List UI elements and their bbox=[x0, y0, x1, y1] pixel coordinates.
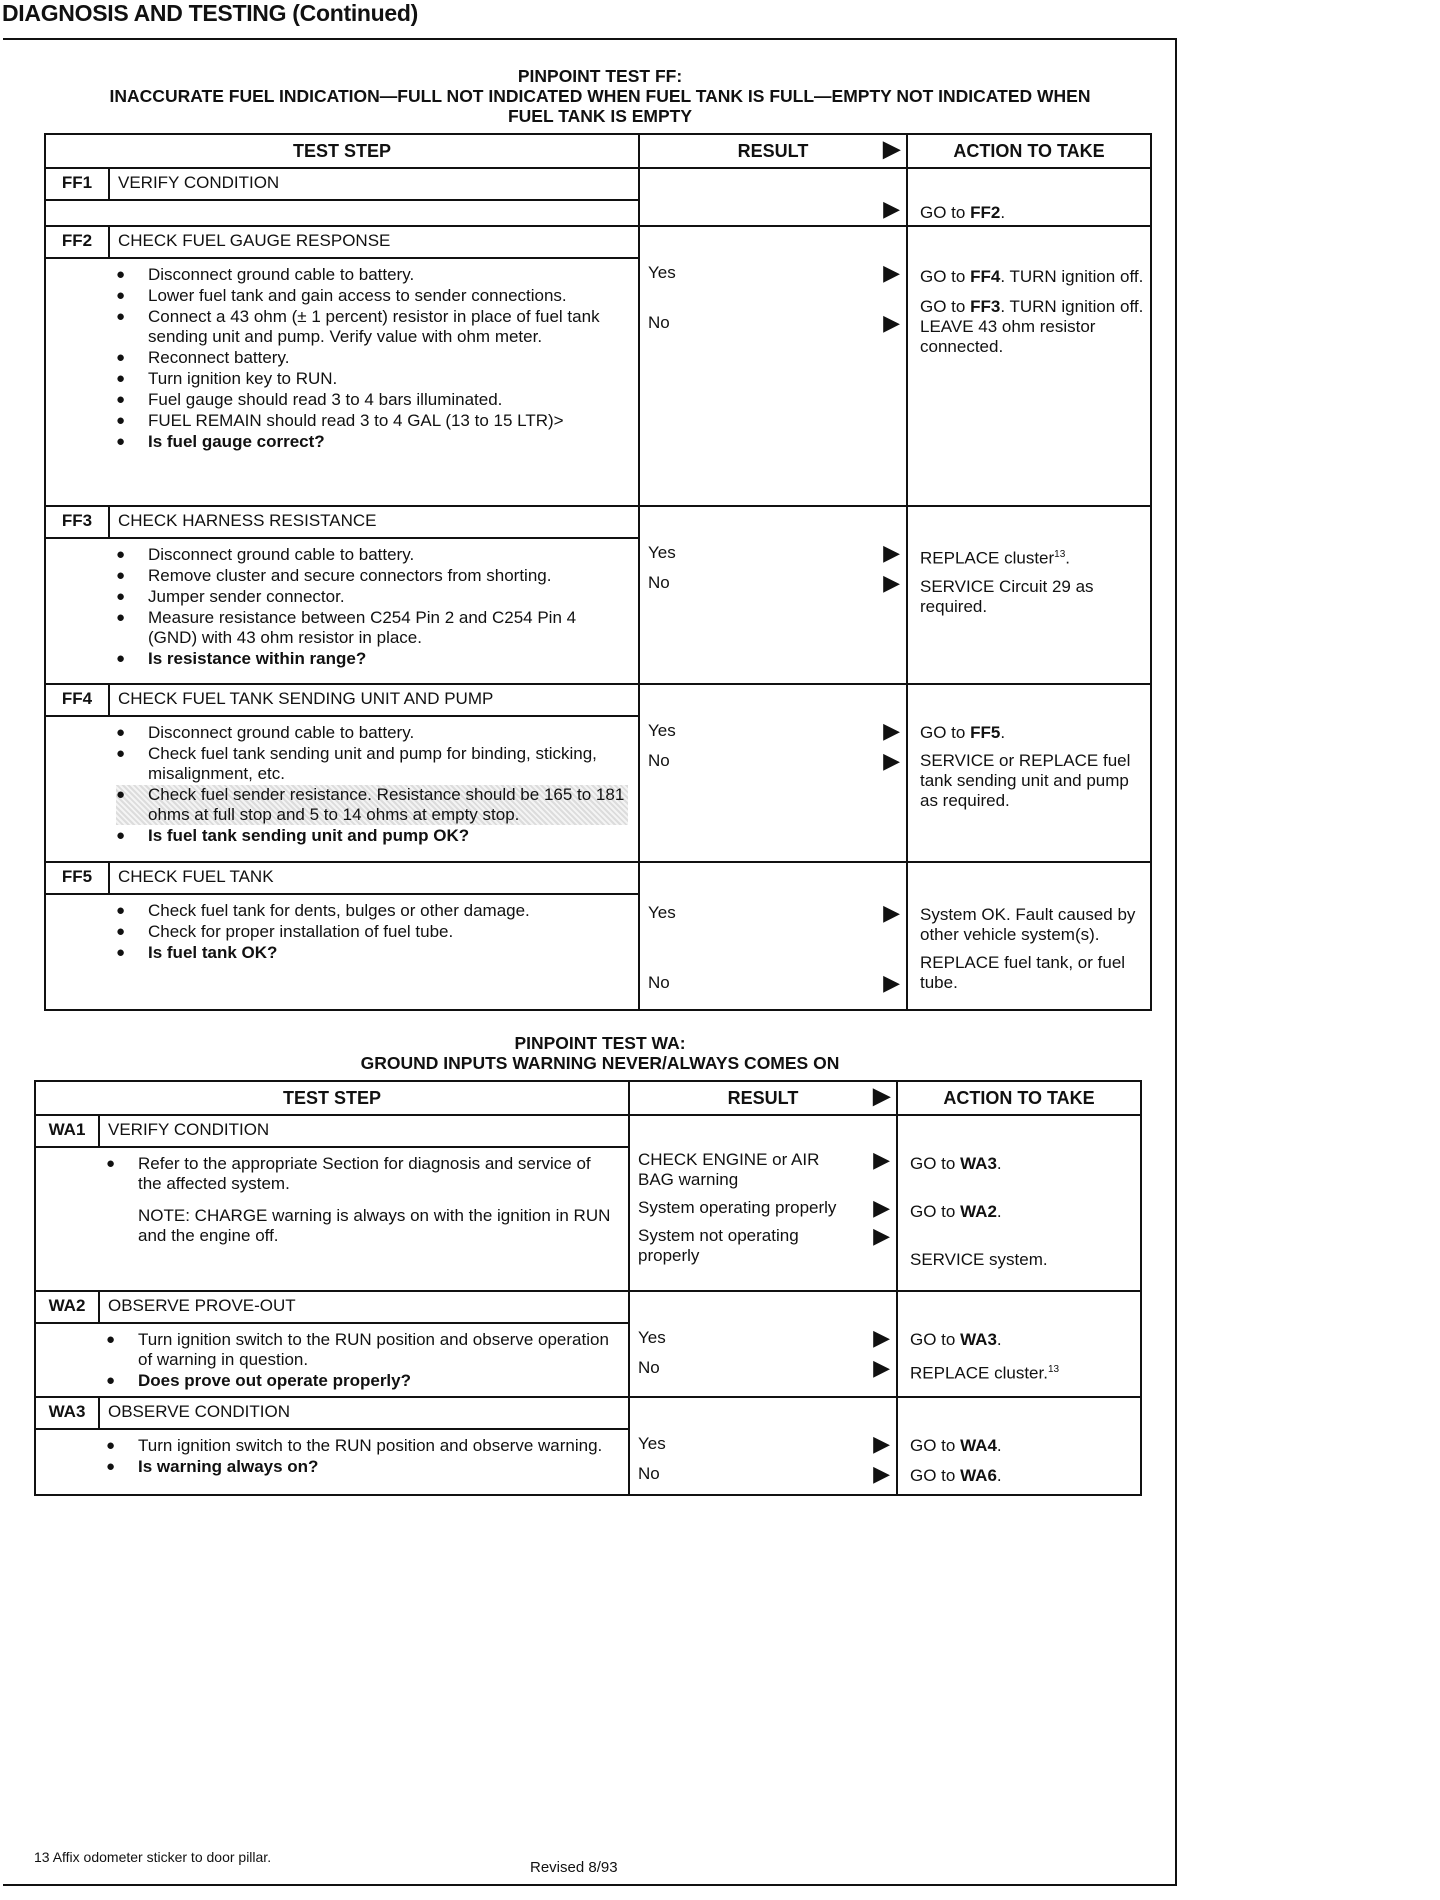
col-result bbox=[629, 1081, 897, 1115]
result-no: No bbox=[638, 1358, 660, 1377]
list-item: ● Remove cluster and secure connectors from shorting. bbox=[116, 566, 628, 586]
step-row-ff4 bbox=[45, 684, 1151, 862]
list-item: ● Measure resistance between C254 Pin 2 and C254 Pin 4 (GND) with 43 ohm resistor in place. bbox=[116, 608, 628, 648]
result-no: No bbox=[648, 973, 670, 992]
result-text: System not operating properly bbox=[638, 1226, 799, 1265]
step-id: FF4 bbox=[46, 685, 110, 715]
result-yes: Yes bbox=[638, 1328, 666, 1347]
list-item: ● Jumper sender connector. bbox=[116, 587, 628, 607]
arrow-icon: ▶ bbox=[883, 196, 900, 221]
list-item: ● Disconnect ground cable to battery. bbox=[116, 265, 628, 285]
col-result bbox=[639, 134, 907, 168]
action-text: GO to WA3. bbox=[910, 1330, 1002, 1349]
arrow-icon: ▶ bbox=[873, 1355, 890, 1380]
result-yes: Yes bbox=[648, 903, 676, 922]
revision-date: Revised 8/93 bbox=[530, 1859, 618, 1876]
action-text: SERVICE system. bbox=[910, 1250, 1048, 1269]
test-ff-table bbox=[44, 133, 1152, 1011]
list-item: ● Disconnect ground cable to battery. bbox=[116, 723, 628, 743]
col-result-label: RESULT bbox=[737, 141, 809, 161]
step-row-ff3 bbox=[45, 506, 1151, 684]
action-text: GO to WA6. bbox=[910, 1466, 1002, 1485]
step-id: WA2 bbox=[36, 1292, 100, 1322]
result-yes: Yes bbox=[648, 543, 676, 562]
list-item: ● Fuel gauge should read 3 to 4 bars illuminated. bbox=[116, 390, 628, 410]
arrow-icon: ▶ bbox=[873, 1195, 890, 1220]
list-item: ● Turn ignition key to RUN. bbox=[116, 369, 628, 389]
arrow-icon: ▶ bbox=[883, 310, 900, 335]
col-result-label: RESULT bbox=[727, 1088, 799, 1108]
list-item: ● Connect a 43 ohm (± 1 percent) resistor in place of fuel tank sending unit and pump. Verify value with ohm meter. bbox=[116, 307, 628, 347]
step-row-wa2 bbox=[35, 1291, 1141, 1397]
step-name: CHECK FUEL TANK bbox=[118, 867, 274, 886]
col-action: ACTION TO TAKE bbox=[897, 1081, 1141, 1115]
note-text: NOTE: CHARGE warning is always on with the ignition in RUN and the engine off. bbox=[138, 1206, 611, 1245]
question-item: ● Is fuel gauge correct? bbox=[116, 432, 628, 452]
test-wa-title-line1: PINPOINT TEST WA: bbox=[514, 1033, 686, 1053]
list-item: ● Disconnect ground cable to battery. bbox=[116, 545, 628, 565]
result-text: System operating properly bbox=[638, 1198, 837, 1217]
action-text: REPLACE cluster$^{13}$. bbox=[920, 548, 1071, 568]
question-item: ● Does prove out operate properly? bbox=[106, 1371, 618, 1391]
col-test-step: TEST STEP bbox=[45, 134, 639, 168]
step-id: WA3 bbox=[36, 1398, 100, 1428]
list-item: ● Check fuel tank sending unit and pump for binding, sticking, misalignment, etc. bbox=[116, 744, 628, 784]
test-ff-title-line3: FUEL TANK IS EMPTY bbox=[507, 106, 693, 126]
step-name: VERIFY CONDITION bbox=[108, 1120, 270, 1139]
arrow-icon: ▶ bbox=[873, 1083, 890, 1108]
result-no: No bbox=[638, 1464, 660, 1483]
step-row-ff5 bbox=[45, 862, 1151, 1010]
action-text: GO to FF3. TURN ignition off. LEAVE 43 ohm resistor connected. bbox=[920, 297, 1144, 356]
arrow-icon: ▶ bbox=[883, 136, 900, 161]
step-id: FF1 bbox=[46, 169, 110, 199]
list-item: ● Turn ignition switch to the RUN position and observe operation of warning in question. bbox=[106, 1330, 618, 1370]
result-text: CHECK ENGINE or AIR BAG warning bbox=[638, 1150, 820, 1189]
result-yes: Yes bbox=[648, 721, 676, 740]
step-id: FF5 bbox=[46, 863, 110, 893]
footnote: 13 Affix odometer sticker to door pillar. bbox=[34, 1849, 272, 1865]
col-test-step: TEST STEP bbox=[35, 1081, 629, 1115]
list-item: ● Turn ignition switch to the RUN position and observe warning. bbox=[106, 1436, 618, 1456]
result-no: No bbox=[648, 313, 670, 332]
arrow-icon: ▶ bbox=[883, 260, 900, 285]
step-name: CHECK FUEL GAUGE RESPONSE bbox=[118, 231, 391, 250]
test-wa-title bbox=[40, 1033, 1160, 1073]
test-wa-title-line2: GROUND INPUTS WARNING NEVER/ALWAYS COMES ON bbox=[360, 1053, 840, 1073]
arrow-icon: ▶ bbox=[883, 970, 900, 995]
result-yes: Yes bbox=[638, 1434, 666, 1453]
list-item: ● Refer to the appropriate Section for diagnosis and service of the affected system. bbox=[106, 1154, 618, 1194]
step-row-wa3 bbox=[35, 1397, 1141, 1495]
result-no: No bbox=[648, 751, 670, 770]
action-text: GO to WA2. bbox=[910, 1202, 1002, 1221]
arrow-icon: ▶ bbox=[873, 1147, 890, 1172]
step-name: OBSERVE CONDITION bbox=[108, 1402, 290, 1421]
step-id: FF2 bbox=[46, 227, 110, 257]
result-yes: Yes bbox=[648, 263, 676, 282]
step-row-ff1 bbox=[45, 168, 1151, 226]
action-text: System OK. Fault caused by other vehicle system(s). bbox=[920, 905, 1136, 944]
list-item: ● Check for proper installation of fuel tube. bbox=[116, 922, 628, 942]
action-text: GO to FF4. TURN ignition off. bbox=[920, 267, 1144, 286]
arrow-icon: ▶ bbox=[873, 1223, 890, 1248]
list-item: ● Reconnect battery. bbox=[116, 348, 628, 368]
step-name: VERIFY CONDITION bbox=[118, 173, 280, 192]
step-name: CHECK FUEL TANK SENDING UNIT AND PUMP bbox=[118, 689, 494, 708]
page-header: DIAGNOSIS AND TESTING (Continued) bbox=[2, 0, 419, 26]
action-text: REPLACE fuel tank, or fuel tube. bbox=[920, 953, 1126, 992]
step-id: WA1 bbox=[36, 1116, 100, 1146]
step-row-ff2 bbox=[45, 226, 1151, 506]
arrow-icon: ▶ bbox=[883, 900, 900, 925]
step-name: CHECK HARNESS RESISTANCE bbox=[118, 511, 377, 530]
test-ff-title bbox=[40, 66, 1160, 126]
question-item: ● Is fuel tank OK? bbox=[116, 943, 628, 963]
question-item: ● Is resistance within range? bbox=[116, 649, 628, 669]
list-item: ● FUEL REMAIN should read 3 to 4 GAL (13 to 15 LTR)> bbox=[116, 411, 628, 431]
step-id: FF3 bbox=[46, 507, 110, 537]
test-ff-title-line2: INACCURATE FUEL INDICATION—FULL NOT INDICATED WHEN FUEL TANK IS FULL—EMPTY NOT INDICATED WHEN bbox=[109, 86, 1091, 106]
arrow-icon: ▶ bbox=[883, 570, 900, 595]
test-wa-table bbox=[34, 1080, 1142, 1496]
list-item: ● Check fuel tank for dents, bulges or other damage. bbox=[116, 901, 628, 921]
arrow-icon: ▶ bbox=[883, 718, 900, 743]
action-text: GO to WA4. bbox=[910, 1436, 1002, 1455]
action-text: REPLACE cluster.$^{13}$ bbox=[910, 1363, 1060, 1383]
col-action: ACTION TO TAKE bbox=[907, 134, 1151, 168]
action-text: GO to FF5. bbox=[920, 723, 1006, 742]
arrow-icon: ▶ bbox=[883, 748, 900, 773]
step-row-wa1 bbox=[35, 1115, 1141, 1291]
question-item: ● Is warning always on? bbox=[106, 1457, 618, 1477]
step-name: OBSERVE PROVE-OUT bbox=[108, 1296, 296, 1315]
action-text: SERVICE Circuit 29 as required. bbox=[920, 576, 1094, 616]
action-text: GO to WA3. bbox=[910, 1154, 1002, 1173]
arrow-icon: ▶ bbox=[873, 1325, 890, 1350]
action-text: GO to FF2. bbox=[920, 203, 1006, 222]
question-item: ● Is fuel tank sending unit and pump OK? bbox=[116, 826, 628, 846]
arrow-icon: ▶ bbox=[873, 1431, 890, 1456]
list-item: ● Lower fuel tank and gain access to sender connections. bbox=[116, 286, 628, 306]
action-text: SERVICE or REPLACE fuel tank sending unit and pump as required. bbox=[920, 751, 1131, 810]
arrow-icon: ▶ bbox=[873, 1461, 890, 1486]
arrow-icon: ▶ bbox=[883, 540, 900, 565]
list-item: ● Check fuel sender resistance. Resistance should be 165 to 181 ohms at full stop and 5 to 14 ohms at empty stop. bbox=[116, 785, 628, 825]
result-no: No bbox=[648, 573, 670, 592]
test-ff-title-line1: PINPOINT TEST FF: bbox=[517, 66, 683, 86]
